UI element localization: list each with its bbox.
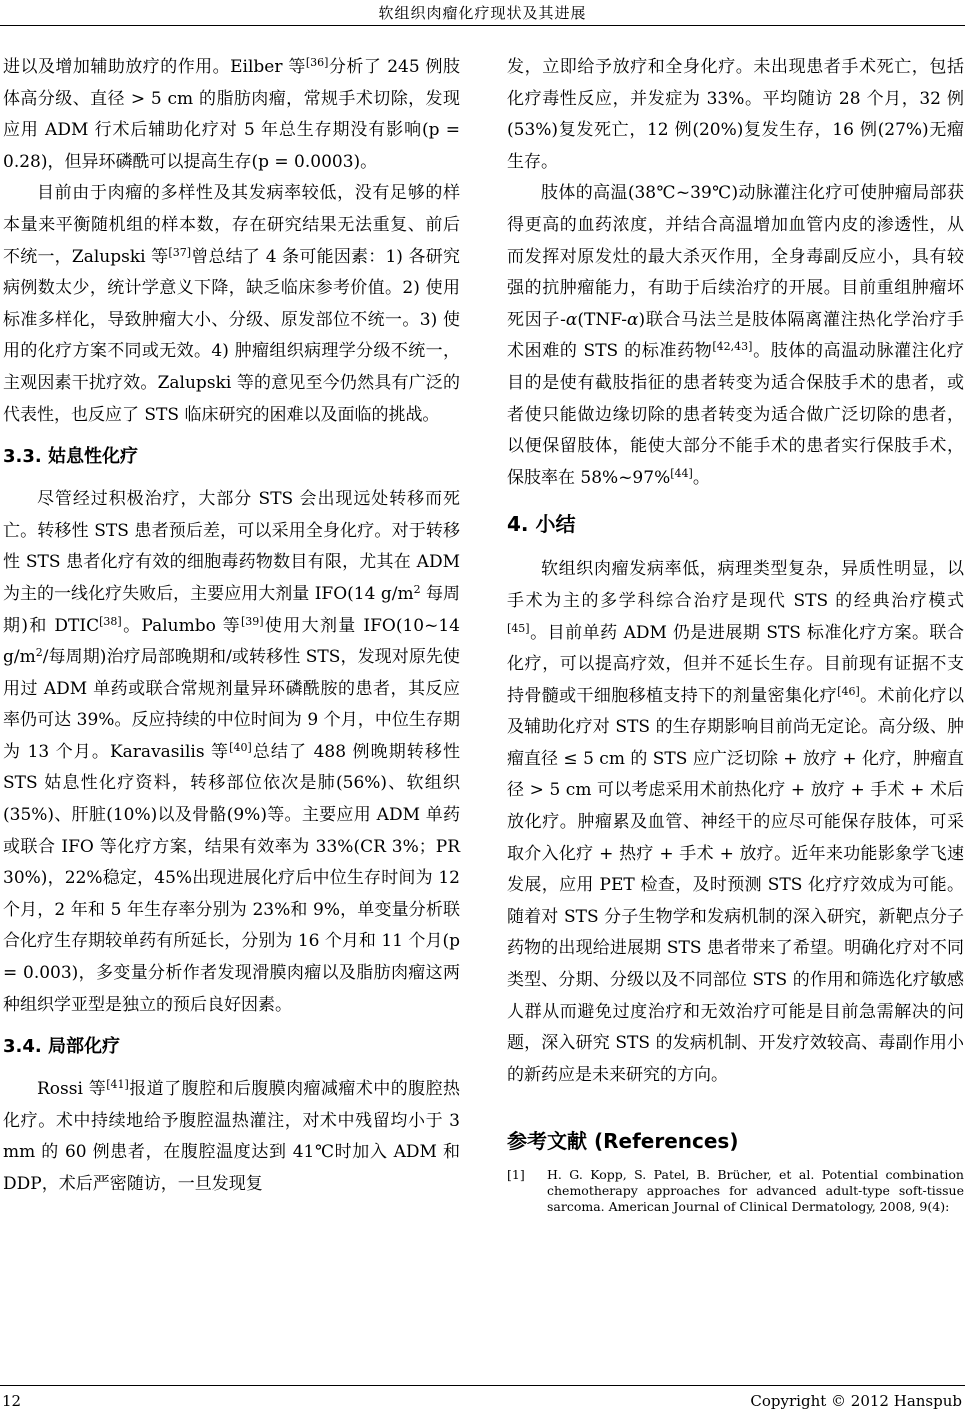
footer-rule	[0, 1385, 965, 1386]
header-rule	[0, 25, 965, 26]
citation: [40]	[229, 740, 252, 754]
right-column	[507, 52, 964, 1215]
left-paragraph-1: 进以及增加辅助放疗的作用。Eilber 等[36]分析了 245 例肢体高分级、直径 > 5 cm 的脂肪肉瘤，常规手术切除，发现应用 ADM 行术后辅助化疗对 5 年总生存期没有影响(p = 0.28)，但异环磷酰可以提高生存(p = 0.0003)。	[3, 56, 460, 172]
superscript: 2	[35, 646, 43, 660]
reference-number: [1]	[507, 1167, 525, 1183]
left-column	[3, 52, 460, 1201]
page-number: 12	[2, 1392, 22, 1410]
citation: [42,43]	[712, 340, 753, 354]
citation: [44]	[670, 466, 693, 480]
right-paragraph-3: 软组织肉瘤发病率低，病理类型复杂，异质性明显，以手术为主的多学科综合治疗是现代 STS 的经典治疗模式[45]。目前单药 ADM 仍是进展期 STS 标准化疗方案。联合化疗，可以提高疗效，但并不延长生存。目前现有证据不支持骨髓或干细胞移植支持下的剂量密集化疗[46]。术前化疗以及辅助化疗对 STS 的生存期影响目前尚无定论。高分级、肿瘤直径 ≤ 5 cm 的 STS 应广泛切除 + 放疗 + 化疗，肿瘤直径 > 5 cm 可以考虑采用术前热化疗 + 放疗 + 手术 + 术后放化疗。肿瘤累及血管、神经干的应尽可能保存肢体，可采取介入化疗 + 热疗 + 手术 + 放疗。近年来功能影象学飞速发展，应用 PET 检查，及时预测 STS 化疗疗效成为可能。随着对 STS 分子生物学和发病机制的深入研究，新靶点分子药物的出现给进展期 STS 患者带来了希望。明确化疗对不同类型、分期、分级以及不同部位 STS 的作用和筛选化疗敏感人群从而避免过度治疗和无效治疗可能是目前急需解决的问题，深入研究 STS 的发病机制、开发疗效较高、毒副作用小的新药应是未来研究的方向。	[507, 559, 965, 1085]
reference-text: H. G. Kopp, S. Patel, B. Brücher, et al. Potential combination chemotherapy approaches for advanced adult-type soft-tissue sarcoma. American Journal of Clinical Dermatology, 2008, 9(4):	[547, 1167, 964, 1215]
citation: [36]	[305, 56, 329, 69]
right-paragraph-1: 发，立即给予放疗和全身化疗。未出现患者手术死亡，包括化疗毒性反应，并发症为 33%。平均随访 28 个月，32 例(53%)复发死亡，12 例(20%)复发生存，16 例(27%)无瘤生存。	[507, 57, 964, 172]
citation: [37]	[168, 245, 191, 259]
citation: [45]	[507, 621, 530, 635]
section-heading-3-4: 3.4. 局部化疗	[3, 1036, 120, 1058]
citation: [38]	[99, 614, 122, 628]
left-paragraph-4: Rossi 等[41]报道了腹腔和后腹膜肉瘤减瘤术中的腹腔热化疗。术中持续地给予腹腔温热灌注，对术中残留均小于 3 mm 的 60 例患者，在腹腔温度达到 41℃时加入 ADM 和 DDP，术后严密随访，一旦发现复	[3, 1078, 461, 1194]
section-heading-3-3: 3.3. 姑息性化疗	[3, 446, 138, 468]
left-paragraph-2: 目前由于肉瘤的多样性及其发病率较低，没有足够的样本量来平衡随机组的样本数，存在研究结果无法重复、前后不统一，Zalupski 等[37]曾总结了 4 条可能因素：1) 各研究病例数太少，统计学意义下降，缺乏临床参考价值。2) 使用标准多样化，导致肿瘤大小、分级、原发部位不统一。3) 使用的化疗方案不同或无效。4) 肿瘤组织病理学分级不统一，主观因素干扰疗效。Zalupski 等的意见至今仍然具有广泛的代表性，也反应了 STS 临床研究的困难以及面临的挑战。	[3, 183, 460, 425]
reference-item	[507, 1167, 964, 1215]
copyright-notice: Copyright © 2012 Hanspub	[750, 1392, 962, 1410]
right-paragraph-2: 肢体的高温(38℃~39℃)动脉灌注化疗可使肿瘤局部获得更高的血药浓度，并结合高温增加血管内皮的渗透性，从而发挥对原发灶的最大杀灭作用，全身毒副反应小，具有较强的抗肿瘤能力，有助于后续治疗的开展。目前重组肿瘤坏死因子-α(TNF-α)联合马法兰是肢体隔离灌注热化学治疗手术困难的 STS 的标准药物[42,43]。肢体的高温动脉灌注化疗目的是使有截肢指征的患者转变为适合保肢手术的患者，或者使只能做边缘切除的患者转变为适合做广泛切除的患者，以便保留肢体，能使大部分不能手术的患者实行保肢手术，保肢率在 58%~97%[44]。	[507, 183, 964, 488]
citation: [41]	[106, 1078, 129, 1092]
citation: [46]	[837, 684, 860, 698]
references-heading: 参考文献 (References)	[507, 1129, 739, 1154]
citation: [39]	[240, 614, 264, 628]
superscript: 2	[413, 582, 421, 596]
running-header: 软组织肉瘤化疗现状及其进展	[378, 4, 587, 22]
left-paragraph-3: 尽管经过积极治疗，大部分 STS 会出现远处转移而死亡。转移性 STS 患者预后差，可以采用全身化疗。对于转移性 STS 患者化疗有效的细胞毒药物数目有限，尤其在 ADM 为主的一线化疗失败后，主要应用大剂量 IFO(14 $g/m^2$ 每周期)和 DTIC[38]。Palumbo 等[39]使用大剂量 IFO(10~14 $g/m^2/$每周期)治疗局部晚期和/或转移性 STS，发现对原先使用过 ADM 单药或联合常规剂量异环磷酰胺的患者，其反应率仍可达 39%。反应持续的中位时间为 9 个月，中位生存期为 13 个月。Karavasilis 等[40]总结了 488 例晚期转移性 STS 姑息性化疗资料，转移部位依次是肺(56%)、软组织(35%)、肝脏(10%)以及骨骼(9%)等。主要应用 ADM 单药或联合 IFO 等化疗方案，结果有效率为 33%(CR 3%；PR 30%)，22%稳定，45%出现进展化疗后中位生存时间为 12 个月，2 年和 5 年生存率分别为 23%和 9%，单变量分析联合化疗生存期较单药有所延长，分别为 16 个月和 11 个月(p = 0.003)，多变量分析作者发现滑膜肉瘤以及脂肪肉瘤这两种组织学亚型是独立的预后良好因素。	[3, 489, 460, 1015]
section-heading-4: 4. 小结	[507, 512, 576, 537]
